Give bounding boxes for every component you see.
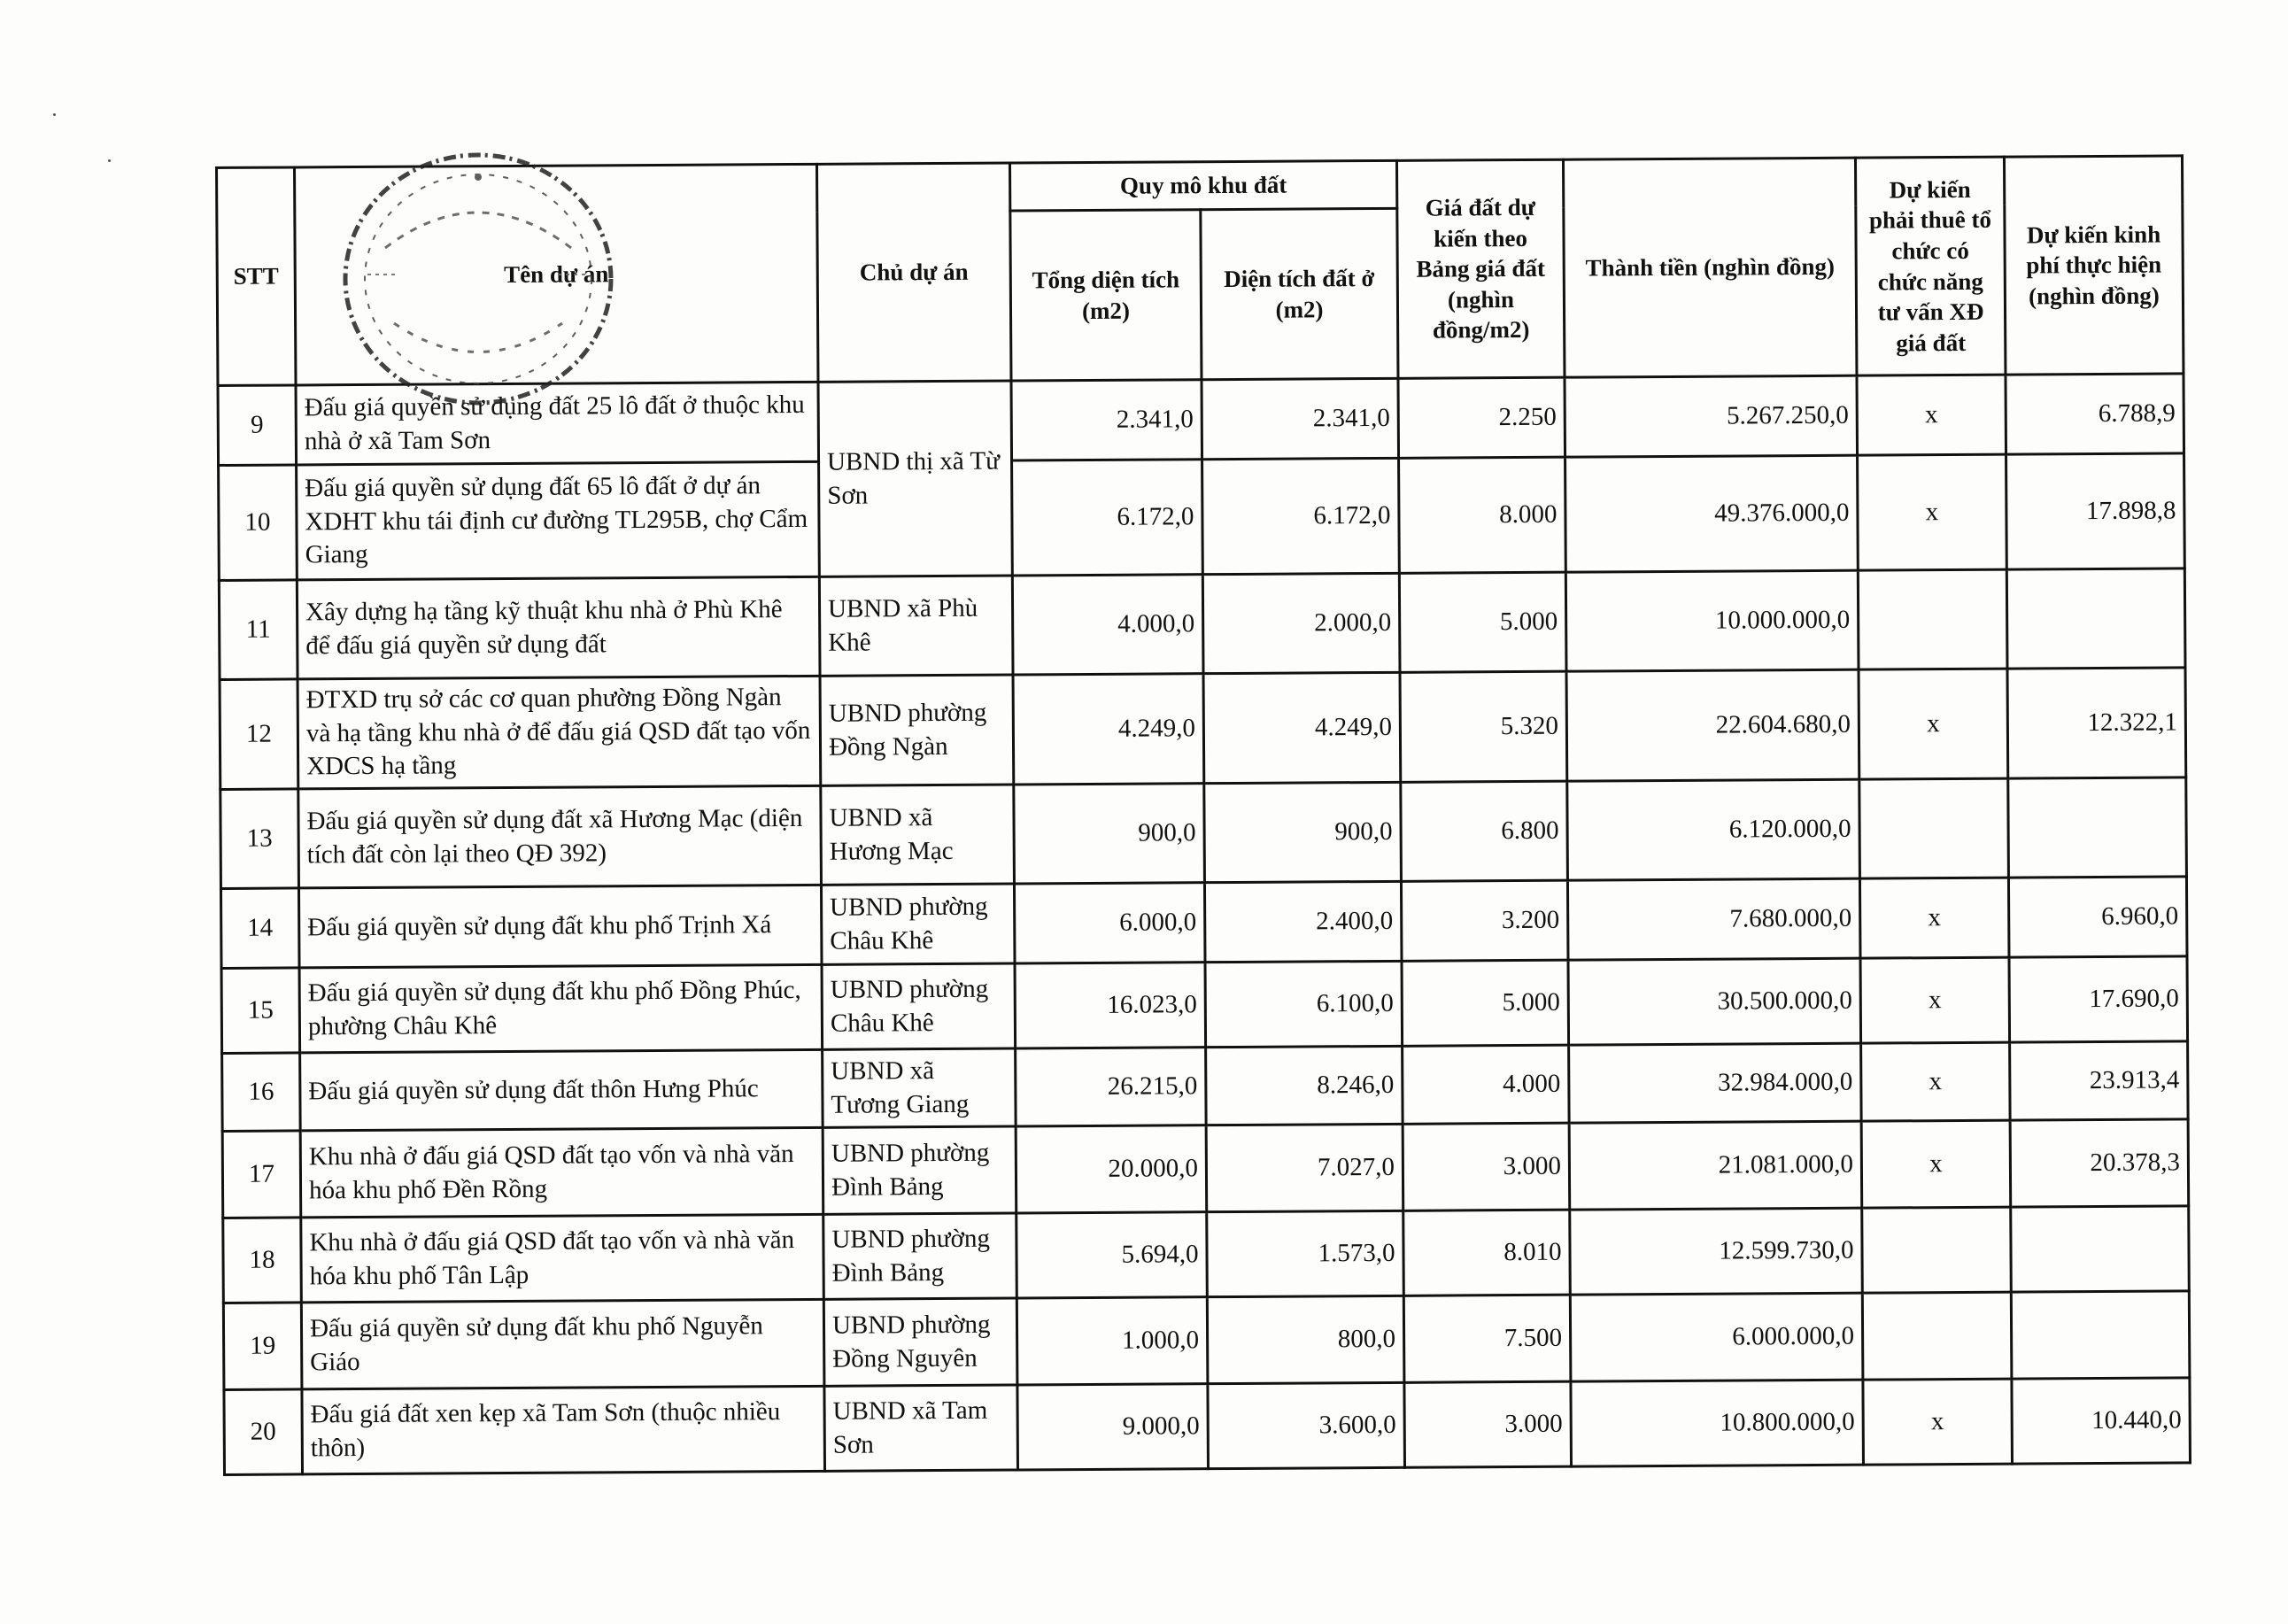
row-amount: 30.500.000,0 <box>1568 958 1861 1045</box>
row-total-area: 6.000,0 <box>1014 883 1205 963</box>
row-cost: 17.690,0 <box>2009 956 2188 1042</box>
row-stt: 16 <box>222 1053 301 1132</box>
row-project-name: ĐTXD trụ sở các cơ quan phường Đồng Ngàn và hạ tầng khu nhà ở để đấu giá QSD đất tạo vốn XDCS hạ tầng <box>298 676 821 789</box>
row-project-name: Đấu giá quyền sử dụng đất 25 lô đất ở thuộc khu nhà ở xã Tam Sơn <box>296 382 819 465</box>
row-amount: 10.800.000,0 <box>1571 1380 1864 1466</box>
row-cost: 6.960,0 <box>2008 877 2187 957</box>
row-cost: 10.440,0 <box>2012 1378 2191 1464</box>
row-land-price: 3.200 <box>1401 880 1568 961</box>
table-row <box>219 568 2185 680</box>
row-amount: 21.081.000,0 <box>1569 1121 1862 1210</box>
row-land-price: 8.000 <box>1399 457 1566 573</box>
row-owner: UBND phường Đình Bảng <box>823 1126 1016 1214</box>
row-amount: 5.267.250,0 <box>1565 375 1858 457</box>
row-project-name: Đấu giá đất xen kẹp xã Tam Sơn (thuộc nhiều thôn) <box>302 1386 825 1474</box>
row-land-price: 2.250 <box>1398 377 1565 458</box>
row-project-name: Đấu giá quyền sử dụng đất khu phố Nguyễn Giáo <box>301 1299 824 1389</box>
row-owner: UBND xã Hương Mạc <box>821 785 1015 885</box>
row-amount: 22.604.680,0 <box>1566 669 1859 781</box>
row-total-area: 20.000,0 <box>1016 1125 1207 1213</box>
row-stt: 10 <box>219 465 298 581</box>
row-project-name: Đấu giá quyền sử dụng đất 65 lô đất ở dự án XDHT khu tái định cư đường TL295B, chợ Cẩm Giang <box>297 461 820 580</box>
row-project-name: Khu nhà ở đấu giá QSD đất tạo vốn và nhà văn hóa khu phố Tân Lập <box>301 1214 824 1303</box>
row-residential-area: 6.172,0 <box>1202 458 1400 574</box>
row-residential-area: 4.249,0 <box>1203 672 1401 783</box>
col-owner-header: Chủ dự án <box>816 163 1010 382</box>
row-cost <box>2006 568 2185 669</box>
row-stt: 20 <box>224 1389 303 1475</box>
row-hire-mark: x <box>1861 1042 2011 1121</box>
row-owner: UBND xã Tam Sơn <box>824 1385 1018 1471</box>
row-total-area: 16.023,0 <box>1015 963 1206 1048</box>
table-row <box>222 1119 2189 1218</box>
row-project-name: Đấu giá quyền sử dụng đất khu phố Đồng Phúc, phường Châu Khê <box>299 964 823 1053</box>
row-owner: UBND thị xã Từ Sơn <box>818 381 1012 576</box>
row-stt: 13 <box>220 789 299 889</box>
col-hire-consultant-header: Dự kiến phải thuê tổ chức có chức năng tư vấn XĐ giá đất <box>1855 157 2005 375</box>
row-residential-area: 8.246,0 <box>1206 1046 1403 1125</box>
table-row <box>221 956 2188 1054</box>
row-project-name: Đấu giá quyền sử dụng đất khu phố Trịnh Xá <box>298 885 822 968</box>
table-row <box>220 877 2187 969</box>
row-owner: UBND xã Tương Giang <box>823 1048 1016 1127</box>
row-stt: 9 <box>218 385 297 466</box>
row-total-area: 5.694,0 <box>1016 1212 1208 1298</box>
col-amount-header: Thành tiền (nghìn đồng) <box>1563 158 1856 377</box>
col-total-area-header: Tổng diện tích (m2) <box>1010 210 1202 381</box>
col-residential-area-header: Diện tích đất ở (m2) <box>1201 208 1398 379</box>
row-cost: 17.898,8 <box>2006 453 2185 569</box>
row-stt: 17 <box>222 1131 301 1218</box>
row-total-area: 4.249,0 <box>1013 674 1204 785</box>
row-hire-mark <box>1859 778 2009 878</box>
row-land-price: 3.000 <box>1403 1123 1570 1210</box>
table-row <box>222 1041 2189 1132</box>
row-land-price: 6.800 <box>1401 781 1568 881</box>
col-stt-header: STT <box>217 167 297 386</box>
row-hire-mark <box>1858 569 2007 669</box>
row-hire-mark <box>1862 1292 2012 1380</box>
row-amount: 32.984.000,0 <box>1569 1043 1862 1123</box>
row-total-area: 2.341,0 <box>1011 380 1202 460</box>
table-row <box>218 374 2184 466</box>
row-residential-area: 900,0 <box>1204 782 1402 882</box>
table-row <box>220 668 2186 790</box>
row-hire-mark: x <box>1859 669 2008 779</box>
row-cost <box>2011 1291 2190 1379</box>
row-stt: 18 <box>223 1218 302 1303</box>
scan-speck <box>53 113 56 116</box>
col-project-name-header: Tên dự án <box>295 164 818 385</box>
row-stt: 11 <box>219 580 298 680</box>
table-row <box>220 777 2187 889</box>
row-cost: 6.788,9 <box>2006 374 2184 454</box>
row-cost <box>2011 1206 2190 1292</box>
row-residential-area: 2.000,0 <box>1202 573 1400 673</box>
row-hire-mark: x <box>1860 957 2010 1043</box>
row-project-name: Khu nhà ở đấu giá QSD đất tạo vốn và nhà văn hóa khu phố Đền Rồng <box>300 1127 823 1218</box>
row-land-price: 7.500 <box>1403 1295 1571 1382</box>
row-land-price: 8.010 <box>1403 1210 1571 1295</box>
row-owner: UBND phường Đồng Ngàn <box>820 675 1014 785</box>
row-total-area: 4.000,0 <box>1012 575 1203 675</box>
row-total-area: 26.215,0 <box>1016 1048 1207 1126</box>
row-cost: 23.913,4 <box>2010 1041 2189 1120</box>
row-owner: UBND phường Đình Bảng <box>823 1213 1017 1299</box>
row-total-area: 6.172,0 <box>1012 460 1203 576</box>
row-total-area: 900,0 <box>1014 784 1205 884</box>
row-owner: UBND phường Châu Khê <box>822 963 1016 1049</box>
row-project-name: Xây dựng hạ tầng kỹ thuật khu nhà ở Phù Khê để đấu giá quyền sử dụng đất <box>297 576 820 679</box>
row-owner: UBND phường Đồng Nguyên <box>823 1298 1017 1386</box>
row-stt: 15 <box>221 968 300 1054</box>
header-row <box>217 156 2183 216</box>
row-hire-mark <box>1862 1207 2012 1293</box>
scan-speck <box>108 159 111 162</box>
row-residential-area: 7.027,0 <box>1206 1124 1403 1211</box>
row-residential-area: 2.400,0 <box>1204 881 1402 962</box>
row-amount: 6.000.000,0 <box>1570 1293 1863 1381</box>
row-residential-area: 6.100,0 <box>1205 961 1403 1047</box>
row-hire-mark: x <box>1863 1379 2013 1465</box>
row-amount: 6.120.000,0 <box>1567 779 1860 880</box>
col-cost-header: Dự kiến kinh phí thực hiện (nghìn đồng) <box>2004 156 2183 375</box>
row-cost: 20.378,3 <box>2010 1119 2189 1207</box>
land-auction-table <box>215 154 2191 1476</box>
row-residential-area: 2.341,0 <box>1202 378 1399 459</box>
col-land-price-header: Giá đất dự kiến theo Bảng giá đất (nghìn đồng/m2) <box>1396 159 1564 378</box>
row-cost: 12.322,1 <box>2007 668 2186 778</box>
row-stt: 19 <box>223 1303 302 1390</box>
row-amount: 7.680.000,0 <box>1567 878 1860 960</box>
row-amount: 49.376.000,0 <box>1565 455 1859 572</box>
table-row <box>224 1378 2191 1475</box>
table-row <box>223 1291 2190 1390</box>
row-cost <box>2008 777 2187 878</box>
row-hire-mark: x <box>1858 454 2007 570</box>
row-hire-mark: x <box>1861 1120 2011 1208</box>
row-stt: 14 <box>220 888 299 969</box>
row-land-price: 3.000 <box>1404 1381 1572 1467</box>
row-stt: 12 <box>220 679 298 790</box>
row-amount: 12.599.730,0 <box>1570 1208 1863 1295</box>
row-total-area: 1.000,0 <box>1016 1297 1208 1385</box>
row-hire-mark: x <box>1857 375 2006 455</box>
row-project-name: Đấu giá quyền sử dụng đất thôn Hưng Phúc <box>300 1049 823 1131</box>
row-amount: 10.000.000,0 <box>1565 570 1859 671</box>
row-total-area: 9.000,0 <box>1017 1384 1209 1470</box>
row-land-price: 5.320 <box>1400 671 1567 782</box>
row-residential-area: 800,0 <box>1207 1295 1404 1383</box>
row-residential-area: 1.573,0 <box>1207 1210 1404 1296</box>
row-land-price: 4.000 <box>1403 1045 1570 1124</box>
row-land-price: 5.000 <box>1399 572 1566 672</box>
row-land-price: 5.000 <box>1402 960 1569 1046</box>
col-land-scale-header: Quy mô khu đất <box>1009 160 1396 211</box>
row-owner: UBND xã Phù Khê <box>819 576 1013 676</box>
table-row <box>223 1206 2190 1303</box>
row-project-name: Đấu giá quyền sử dụng đất xã Hương Mạc (diện tích đất còn lại theo QĐ 392) <box>298 785 822 888</box>
row-hire-mark: x <box>1859 878 2009 958</box>
row-owner: UBND phường Châu Khê <box>821 884 1015 964</box>
table-row <box>219 453 2185 581</box>
row-residential-area: 3.600,0 <box>1208 1382 1405 1468</box>
